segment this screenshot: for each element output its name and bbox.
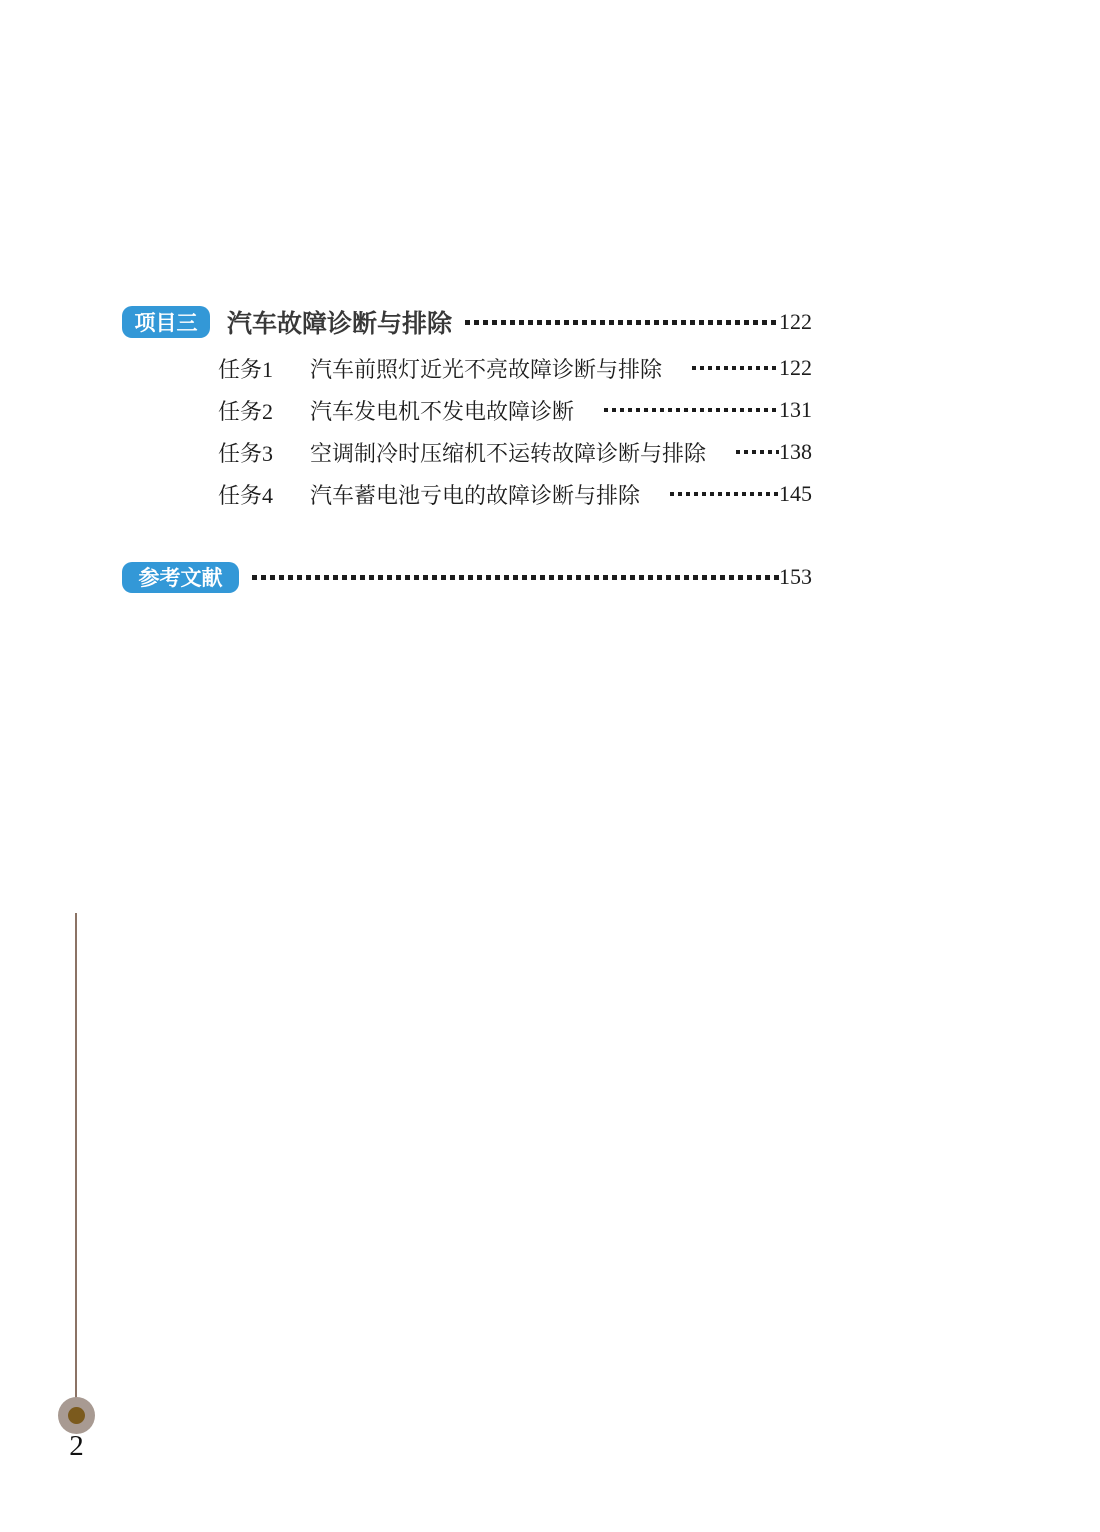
task-label: 任务2	[218, 398, 274, 424]
toc-task-row	[122, 478, 812, 510]
task-label: 任务4	[218, 482, 274, 508]
toc-task-row	[122, 436, 812, 468]
task-title: 汽车前照灯近光不亮故障诊断与排除	[310, 356, 663, 382]
dot-leader	[252, 575, 779, 580]
task-title: 汽车蓄电池亏电的故障诊断与排除	[310, 482, 641, 508]
dot-leader	[736, 450, 779, 454]
task-title: 空调制冷时压缩机不运转故障诊断与排除	[310, 440, 707, 466]
task-label: 任务1	[218, 356, 274, 382]
toc-references-row	[122, 560, 812, 594]
task-label: 任务3	[218, 440, 274, 466]
section-page-number: 122	[779, 309, 812, 334]
project-badge: 项目三	[122, 306, 210, 338]
margin-rule-line	[75, 913, 77, 1398]
task-title: 汽车发电机不发电故障诊断	[310, 398, 575, 424]
section-title: 汽车故障诊断与排除	[227, 310, 453, 338]
dot-leader	[670, 492, 779, 496]
margin-circle-ornament	[58, 1397, 95, 1434]
margin-circle-inner-dot	[68, 1407, 85, 1424]
references-badge: 参考文献	[122, 562, 239, 593]
task-page-number: 145	[779, 481, 812, 506]
task-page-number: 131	[779, 397, 812, 422]
toc-task-row	[122, 352, 812, 384]
task-page-number: 122	[779, 355, 812, 380]
dot-leader	[465, 320, 779, 325]
dot-leader	[604, 408, 779, 412]
dot-leader	[692, 366, 779, 370]
toc-task-row	[122, 394, 812, 426]
toc-section-row	[122, 304, 812, 340]
page-number: 2	[69, 1430, 84, 1462]
task-page-number: 138	[779, 439, 812, 464]
references-page-number: 153	[779, 564, 812, 589]
